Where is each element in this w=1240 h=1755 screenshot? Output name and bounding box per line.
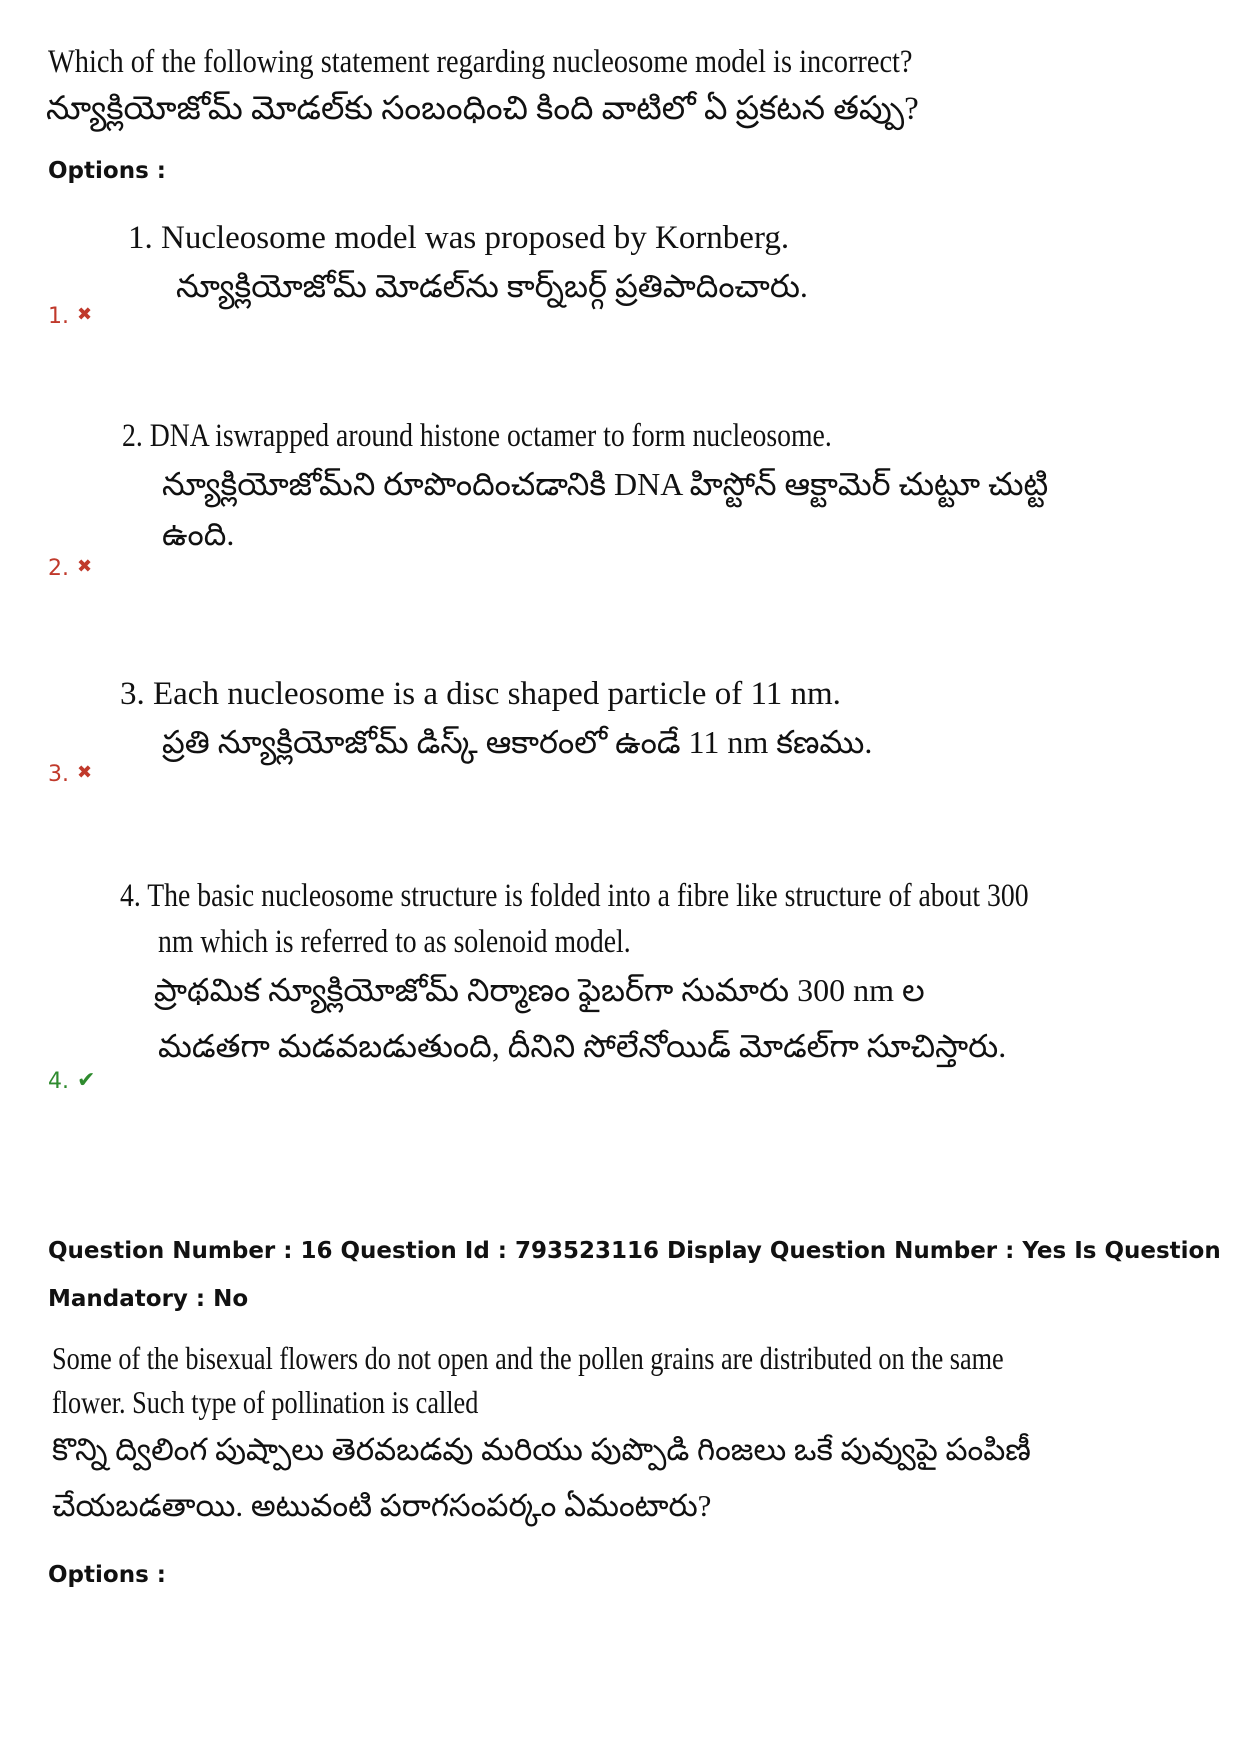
question-meta-line-2: Mandatory : No bbox=[48, 1286, 249, 1312]
option-1-marker bbox=[48, 304, 92, 329]
option-2-marker bbox=[48, 556, 92, 581]
option-2-telugu-line-2: ఉంది. bbox=[162, 516, 235, 552]
option-3-marker bbox=[48, 762, 92, 787]
options-heading-2: Options : bbox=[48, 1562, 166, 1588]
option-1-english: 1. Nucleosome model was proposed by Kornberg. bbox=[128, 220, 790, 256]
option-4-marker bbox=[48, 1068, 95, 1094]
check-icon: ✔ bbox=[77, 1068, 96, 1093]
question-text-english: Which of the following statement regarding nucleosome model is incorrect? bbox=[48, 44, 913, 80]
question-meta-line-1: Question Number : 16 Question Id : 793523116 Display Question Number : Yes Is Question bbox=[48, 1238, 1221, 1264]
option-4-telugu-line-1: ప్రాథమిక న్యూక్లియోజోమ్ నిర్మాణం ఫైబర్‌గా సుమారు 300 nm ల bbox=[154, 972, 925, 1008]
option-4-english-line-1: 4. The basic nucleosome structure is folded into a fibre like structure of about 300 bbox=[120, 878, 1029, 914]
option-number: 4. bbox=[48, 1069, 69, 1094]
option-2-english: 2. DNA iswrapped around histone octamer to form nucleosome. bbox=[122, 418, 832, 454]
options-heading: Options : bbox=[48, 158, 166, 184]
option-1-telugu: న్యూక్లియోజోమ్ మోడల్‌ను కార్న్‌బర్గ్ ప్రతిపాదించారు. bbox=[176, 268, 808, 304]
cross-icon: ✖ bbox=[77, 762, 93, 783]
option-number: 1. bbox=[48, 304, 69, 329]
option-3-telugu: ప్రతి న్యూక్లియోజోమ్ డిస్క్ ఆకారంలో ఉండే 11 nm కణము. bbox=[162, 724, 873, 760]
question-text-telugu: న్యూక్లియోజోమ్ మోడల్‌కు సంబంధించి కింది వాటిలో ఏ ప్రకటన తప్పు? bbox=[46, 91, 919, 127]
option-number: 2. bbox=[48, 556, 69, 581]
option-number: 3. bbox=[48, 762, 69, 787]
next-question-telugu-line-1: కొన్ని ద్విలింగ పుష్పాలు తెరవబడవు మరియు పుప్పొడి గింజలు ఒకే పువ్వుపై పంపిణీ bbox=[52, 1432, 1031, 1467]
cross-icon: ✖ bbox=[77, 556, 93, 577]
option-3-english: 3. Each nucleosome is a disc shaped particle of 11 nm. bbox=[120, 676, 841, 712]
next-question-english-line-2: flower. Such type of pollination is called bbox=[52, 1384, 479, 1420]
option-4-english-line-2: nm which is referred to as solenoid model. bbox=[158, 924, 631, 960]
next-question-english-line-1: Some of the bisexual flowers do not open and the pollen grains are distributed on the same bbox=[52, 1340, 1004, 1376]
option-4-telugu-line-2: మడతగా మడవబడుతుంది, దీనిని సోలేనోయిడ్ మోడల్‌గా సూచిస్తారు. bbox=[158, 1028, 1007, 1064]
next-question-telugu-line-2: చేయబడతాయి. అటువంటి పరాగసంపర్కం ఏమంటారు? bbox=[52, 1488, 712, 1523]
cross-icon: ✖ bbox=[77, 304, 93, 325]
option-2-telugu-line-1: న్యూక్లియోజోమ్‌ని రూపొందించడానికి DNA హిస్టోన్ ఆక్టామెర్ చుట్టూ చుట్టి bbox=[162, 466, 1049, 502]
